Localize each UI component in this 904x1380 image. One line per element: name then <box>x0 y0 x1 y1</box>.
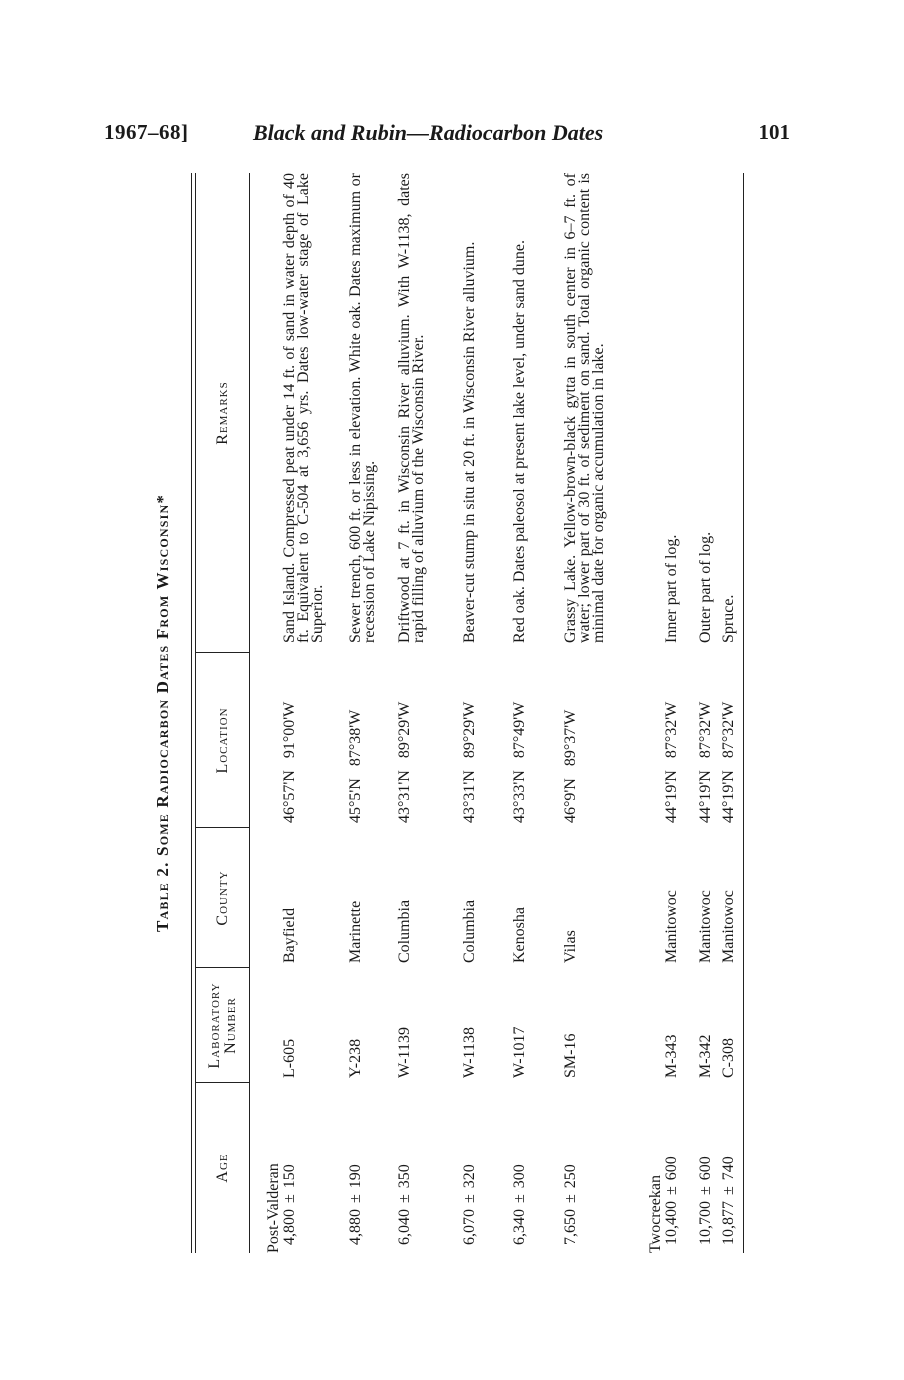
location-cell: 44°19'N 87°32'W <box>697 701 714 823</box>
running-title: Black and Rubin—Radiocarbon Dates <box>253 120 604 145</box>
location-cell: 43°33'N 87°49'W <box>511 701 528 823</box>
remarks-cell: Spruce. <box>720 594 737 643</box>
age-cell: 4,880 ± 190 <box>347 1164 364 1245</box>
header-remarks: Remarks <box>214 381 231 445</box>
remarks-cell: Outer part of log. <box>697 531 714 643</box>
county-cell: Vilas <box>562 930 579 963</box>
remarks-cell: Sand Island. Compressed peat under 14 ft. of sand in water depth of 40 ft. Equivalent to C-504 at 3,656 yrs. Dates low-water stage of Lake Superior. <box>281 173 326 643</box>
age-cell: 6,040 ± 350 <box>396 1164 413 1245</box>
remarks-cell: Grassy Lake. Yellow-brown-black gytta in south center in 6–7 ft. of water; lower part of 30 ft. of sediment on sand. Total organic content is minimal date for organic accumulation in lake. <box>562 173 607 643</box>
location-cell: 43°31'N 89°29'W <box>396 701 413 823</box>
county-cell: Marinette <box>347 900 364 963</box>
lab-number-cell: W-1017 <box>511 1026 528 1078</box>
remarks-cell: Red oak. Dates paleosol at present lake level, under sand dune. <box>511 240 528 643</box>
remarks-cell: Beaver-cut stump in situ at 20 ft. in Wisconsin River alluvium. <box>461 241 478 643</box>
lab-number-cell: M-343 <box>663 1034 680 1078</box>
radiocarbon-table <box>153 173 753 1253</box>
location-cell: 43°31'N 89°29'W <box>461 701 478 823</box>
lab-number-cell: C-308 <box>720 1038 737 1078</box>
remarks-cell: Sewer trench, 600 ft. or less in elevation. White oak. Dates maximum or recession of Lake Nipissing. <box>347 173 378 643</box>
remarks-cell: Driftwood at 7 ft. in Wisconsin River alluvium. With W-1138, dates rapid filling of alluvium of the Wisconsin River. <box>396 173 427 643</box>
age-cell: 6,070 ± 320 <box>461 1164 478 1245</box>
age-cell: 7,650 ± 250 <box>562 1164 579 1245</box>
location-cell: 44°19'N 87°32'W <box>663 701 680 823</box>
bottom-rule <box>743 173 744 1253</box>
age-cell: 4,800 ± 150 <box>281 1164 298 1245</box>
county-cell: Bayfield <box>281 907 298 963</box>
age-cell: 10,400 ± 600 <box>663 1156 680 1245</box>
top-rule-inner <box>195 173 196 1253</box>
age-cell: 10,700 ± 600 <box>697 1156 714 1245</box>
header-lab-number <box>199 968 247 1083</box>
lab-number-cell: SM-16 <box>562 1033 579 1078</box>
running-head <box>0 120 904 160</box>
table-caption: Table 2. Some Radiocarbon Dates From Wisconsin* <box>153 493 172 933</box>
page-number: 101 <box>758 120 790 144</box>
lab-number-cell: L-605 <box>281 1038 298 1078</box>
lab-number-cell: Y-238 <box>347 1038 364 1078</box>
age-cell: 6,340 ± 300 <box>511 1164 528 1245</box>
age-period-label: Twocreekan <box>647 1175 664 1253</box>
county-cell: Manitowoc <box>720 890 737 963</box>
location-cell: 44°19'N 87°32'W <box>720 701 737 823</box>
header-location: Location <box>214 707 231 774</box>
lab-number-cell: W-1139 <box>396 1027 413 1078</box>
age-period-label: Post-Valderan <box>265 1163 282 1253</box>
county-cell: Columbia <box>396 899 413 963</box>
header-county: County <box>214 870 231 926</box>
location-cell: 46°9'N 89°37'W <box>562 709 579 823</box>
location-cell: 45°5'N 87°38'W <box>347 709 364 823</box>
header-age: Age <box>214 1153 231 1183</box>
location-cell: 46°57'N 91°00'W <box>281 701 298 823</box>
header-lab-number-line1: Laboratory <box>206 982 223 1069</box>
volume-years: 1967–68] <box>104 120 189 144</box>
county-cell: Manitowoc <box>663 890 680 963</box>
county-cell: Columbia <box>461 899 478 963</box>
top-rule <box>191 173 192 1253</box>
age-cell: 10,877 ± 740 <box>720 1156 737 1245</box>
lab-number-cell: W-1138 <box>461 1027 478 1078</box>
lab-number-cell: M-342 <box>697 1034 714 1078</box>
header-rule <box>249 173 250 1253</box>
remarks-cell: Inner part of log. <box>663 534 680 643</box>
county-cell: Manitowoc <box>697 890 714 963</box>
header-lab-number-line2: Number <box>222 997 239 1054</box>
county-cell: Kenosha <box>511 907 528 963</box>
